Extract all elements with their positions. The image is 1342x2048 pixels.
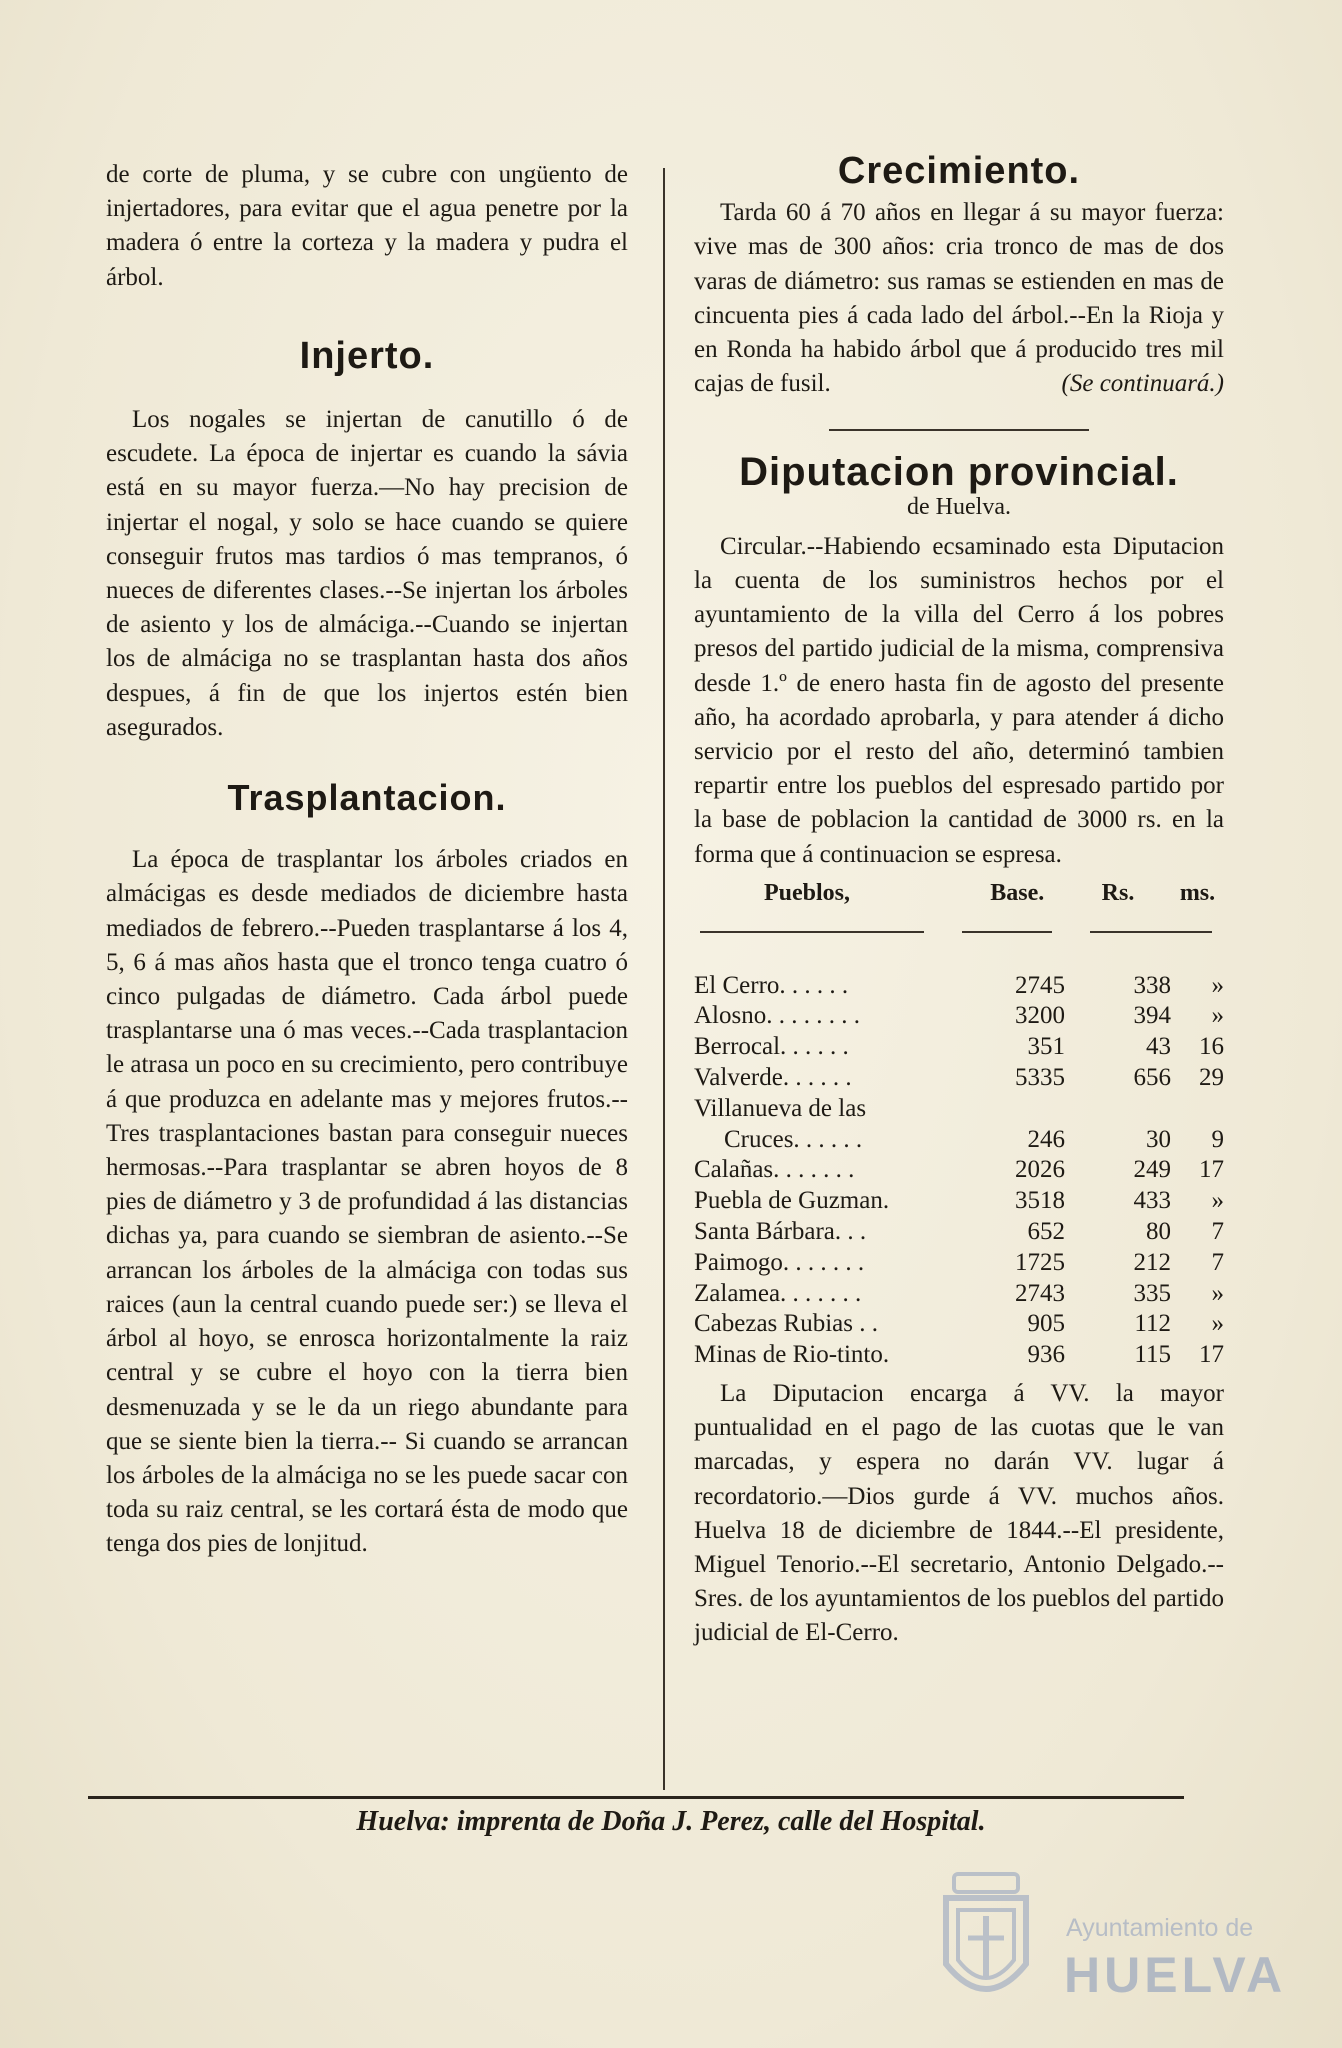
pueblos-table <box>694 872 1224 931</box>
pueblo-base: 2743 <box>1014 1279 1065 1307</box>
column-divider <box>663 168 665 1790</box>
pueblo-ms: » <box>1211 1310 1224 1338</box>
pueblo-base: 652 <box>1027 1218 1065 1246</box>
header-rs: Rs. <box>1101 879 1135 906</box>
pueblo-rs: 338 <box>1133 971 1171 999</box>
pueblo-base: 2026 <box>1014 1156 1065 1184</box>
pueblo-base <box>970 1094 1065 1125</box>
header-base: Base. <box>990 879 1045 906</box>
table-row <box>694 1217 1224 1248</box>
table-header-row <box>694 872 1224 931</box>
table-row <box>694 1063 1224 1094</box>
pueblo-ms: » <box>1211 1002 1224 1030</box>
table-row <box>694 1279 1224 1310</box>
heading-diputacion: Diputacion provincial. <box>739 450 1179 495</box>
left-column <box>106 158 628 1562</box>
pueblo-rs: 43 <box>1145 1033 1171 1061</box>
pueblo-name: Valverde. . . . . . <box>694 1064 852 1092</box>
archive-watermark <box>928 1868 1287 2028</box>
rule-base <box>962 931 1052 933</box>
section-divider <box>829 429 1089 431</box>
pueblo-base: 1725 <box>1014 1248 1065 1276</box>
pueblo-name: Cabezas Rubias . . <box>694 1310 878 1338</box>
header-pueblos: Pueblos, <box>764 879 851 906</box>
pueblo-ms: » <box>1211 971 1224 999</box>
table-header-rules <box>700 931 1224 933</box>
right-column <box>694 150 1224 1651</box>
pueblo-ms <box>1171 1094 1224 1125</box>
pueblo-name: Calañas. . . . . . . <box>694 1156 855 1184</box>
watermark-line2: HUELVA <box>1064 1947 1287 2003</box>
rule-pueblos <box>700 931 924 933</box>
pueblo-ms: 16 <box>1199 1033 1224 1061</box>
pueblo-rs: 212 <box>1133 1248 1171 1276</box>
heading-injerto: Injerto. <box>299 334 435 377</box>
pueblo-name: El Cerro. . . . . . <box>694 971 849 999</box>
pueblo-ms: » <box>1211 1187 1224 1215</box>
pueblo-ms: 17 <box>1199 1156 1224 1184</box>
table-row <box>694 1155 1224 1186</box>
pueblo-rs: 115 <box>1134 1341 1171 1369</box>
pueblo-rs: 394 <box>1133 1002 1171 1030</box>
pueblo-ms: » <box>1211 1279 1224 1307</box>
pueblo-rs: 433 <box>1133 1187 1171 1215</box>
pueblo-rs: 30 <box>1145 1125 1171 1153</box>
pueblo-base: 3200 <box>1014 1002 1065 1030</box>
header-ms: ms. <box>1179 879 1216 906</box>
footer-rule <box>88 1796 1184 1799</box>
pueblo-name: Puebla de Guzman. <box>694 1187 890 1215</box>
pueblo-base: 936 <box>1027 1341 1065 1369</box>
pueblo-name: Paimogo. . . . . . . <box>694 1248 865 1276</box>
table-row <box>694 1094 1224 1125</box>
table-row <box>694 1340 1224 1371</box>
subheading-huelva: de Huelva. <box>907 493 1011 520</box>
pueblos-table-body <box>694 971 1224 1371</box>
table-row <box>694 1309 1224 1340</box>
trasplantacion-paragraph: La época de trasplantar los árboles criados en almácigas es desde mediados de diciembre hasta mediados de febrero.--Pueden trasplantarse á los 4, 5, 6 á mas años hasta que el tronco tenga cuatro ó cinco pulgadas de diámetro. Cada árbol puede trasplantarse una ó mas veces.--Cada trasplantacion le atrasa un poco en su crecimiento, pero contribuye á que produzca en adelante mas y mejores frutos.--Tres trasplantaciones bastan para conseguir nueces hermosas.--Para trasplantar se abren hoyos de 8 pies de diámetro y 3 de profundidad á las distancias dichas ya, para cuando se siembran de asiento.--Se arrancan los árboles de la almáciga con todas sus raices (aun la central cuando puede ser:) se lleva el árbol al hoyo, se enrosca horizontalmente la raiz central y se cubre el hoyo con la tierra bien desmenuzada y se le da un riego abundante para que se siente bien la tierra.-- Si cuando se arrancan los árboles de la almáciga no se les puede sacar con toda su raiz central, se les cortará ésta de modo que tenga dos pies de lonjitud. <box>106 846 628 1558</box>
pueblo-ms: 9 <box>1211 1125 1224 1153</box>
crecimiento-paragraph <box>694 196 1224 401</box>
coat-of-arms-icon <box>928 1868 1044 2018</box>
pueblo-name: Cruces. . . . . . <box>724 1125 863 1153</box>
pueblo-name: Santa Bárbara. . . <box>694 1218 867 1246</box>
pueblo-base: 2745 <box>1014 971 1065 999</box>
table-row <box>694 1248 1224 1279</box>
pueblo-base: 246 <box>1027 1125 1065 1153</box>
table-row <box>694 1186 1224 1217</box>
heading-trasplantacion: Trasplantacion. <box>227 777 507 819</box>
injerto-paragraph: Los nogales se injertan de canutillo ó de escudete. La época de injertar es cuando la sávia está en su mayor fuerza.—No hay precision de injertar el nogal, y solo se hace cuando se quiere conseguir frutos mas tardios ó mas tempranos, ó nueces de diferentes clases.--Se injertan los árboles de asiento y los de almáciga.--Cuando se injertan los de almáciga no se trasplantan hasta dos años despues, á fin de que los injertos estén bien asegurados. <box>106 406 628 741</box>
continuara-note: (Se continuará.) <box>1061 370 1224 398</box>
pueblo-rs <box>1065 1094 1171 1125</box>
pueblo-base: 905 <box>1027 1310 1065 1338</box>
pueblo-rs: 335 <box>1133 1279 1171 1307</box>
table-row <box>694 1125 1224 1156</box>
pueblo-ms: 7 <box>1211 1248 1224 1276</box>
pueblo-name: Berrocal. . . . . . <box>694 1033 849 1061</box>
pueblo-rs: 112 <box>1134 1310 1171 1338</box>
pueblo-rs: 656 <box>1133 1064 1171 1092</box>
intro-paragraph: de corte de pluma, y se cubre con ungüento de injertadores, para evitar que el agua penetre por la madera ó entre la corteza y la madera y pudra el árbol. <box>106 161 628 291</box>
closing-paragraph: La Diputacion encarga á VV. la mayor puntualidad en el pago de las cuotas que le van marcadas, y espera no darán VV. lugar á recordatorio.—Dios gurde á VV. muchos años. Huelva 18 de diciembre de 1844.--El presidente, Miguel Tenorio.--El secretario, Antonio Delgado.--Sres. de los ayuntamientos de los pueblos del partido judicial de El-Cerro. <box>694 1380 1224 1647</box>
pueblo-ms: 29 <box>1199 1064 1224 1092</box>
heading-crecimiento: Crecimiento. <box>837 150 1081 192</box>
pueblo-ms: 7 <box>1211 1218 1224 1246</box>
pueblo-name: Villanueva de las <box>694 1094 867 1122</box>
pueblo-base: 351 <box>1027 1033 1065 1061</box>
pueblo-base: 3518 <box>1014 1187 1065 1215</box>
rule-rs <box>1090 931 1212 933</box>
pueblo-ms: 17 <box>1199 1341 1224 1369</box>
circular-paragraph: Circular.--Habiendo ecsaminado esta Diputacion la cuenta de los suministros hechos por el ayuntamiento de la villa del Cerro á los pobres presos del partido judicial de la misma, comprensiva desde 1.º de enero hasta fin de agosto del presente año, ha acordado aprobarla, y para atender á dicho servicio por el resto del año, determinó tambien repartir entre los pueblos del espresado partido por la base de poblacion la cantidad de 3000 rs. en la forma que á continuacion se espresa. <box>694 532 1224 868</box>
pueblo-name: Zalamea. . . . . . . <box>694 1279 862 1307</box>
crecimiento-text: Tarda 60 á 70 años en llegar á su mayor fuerza: vive mas de 300 años: cria tronco de mas de dos varas de diámetro: sus ramas se estienden en mas de cincuenta pies á cada lado del árbol.--En la Rioja y en Ronda ha habido árbol que á producido tres mil cajas de fusil. <box>694 199 1224 398</box>
watermark-line1: Ayuntamiento de <box>1066 1914 1254 1942</box>
table-row <box>694 971 1224 1002</box>
imprint-footer: Huelva: imprenta de Doña J. Perez, calle del Hospital. <box>356 1806 986 1837</box>
pueblo-name: Alosno. . . . . . . . <box>694 1002 860 1030</box>
pueblo-name: Minas de Rio-tinto. <box>694 1341 890 1369</box>
pueblo-rs: 80 <box>1145 1218 1171 1246</box>
table-row <box>694 1032 1224 1063</box>
pueblo-rs: 249 <box>1133 1156 1171 1184</box>
pueblo-base: 5335 <box>1014 1064 1065 1092</box>
table-row <box>694 1001 1224 1032</box>
